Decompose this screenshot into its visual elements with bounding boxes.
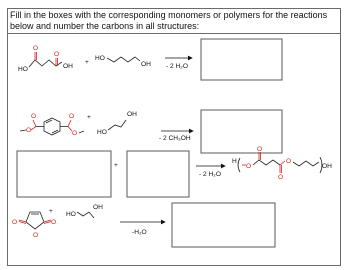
answer-box-product[interactable] xyxy=(201,39,282,80)
answer-box-monomer-2[interactable] xyxy=(127,151,189,197)
o-label: O xyxy=(257,146,263,153)
oh-label: OH xyxy=(127,111,137,118)
plus-sign: + xyxy=(49,208,53,215)
o-label: O xyxy=(12,219,18,226)
plus-sign: + xyxy=(87,114,91,121)
ring-oxygen-label: O xyxy=(33,232,39,239)
oh-end-label: OH xyxy=(322,163,332,170)
o-label: O xyxy=(26,127,32,134)
reaction-condition: - 2 H₂O xyxy=(166,63,188,70)
ethylene-glycol-structure xyxy=(97,111,137,136)
diacid-structure xyxy=(18,45,73,73)
o-label: O xyxy=(51,219,57,226)
plus-sign: + xyxy=(85,59,89,66)
oh-label: OH xyxy=(93,204,103,211)
ho-label: HO xyxy=(18,66,28,73)
answer-box-product[interactable] xyxy=(172,203,275,247)
instructions-text: Fill in the boxes with the corresponding monomers or polymers for the reactions below and number the carbons in all structures: xyxy=(10,10,328,31)
o-label: O xyxy=(246,163,252,170)
o-label: O xyxy=(278,174,284,181)
oh-label: OH xyxy=(63,63,73,70)
maleic-anhydride-structure xyxy=(12,212,56,239)
reaction-2 xyxy=(20,110,282,153)
answer-box-product[interactable] xyxy=(201,110,282,153)
reaction-4 xyxy=(12,203,275,247)
o-label: O xyxy=(286,158,292,165)
reaction-condition: -H₂O xyxy=(132,229,147,236)
h-end-label: H xyxy=(232,158,237,165)
ho-label: HO xyxy=(95,55,105,62)
o-label: O xyxy=(69,113,75,120)
answer-box-monomer-1[interactable] xyxy=(17,151,111,197)
ho-label: HO xyxy=(97,129,107,136)
o-label: O xyxy=(72,130,78,137)
ethylene-glycol-structure xyxy=(66,204,103,218)
reaction-1 xyxy=(18,39,282,80)
o-label: O xyxy=(54,51,60,58)
reaction-3 xyxy=(17,146,332,197)
plus-sign: + xyxy=(114,162,118,169)
diol-structure xyxy=(95,55,151,68)
o-label: O xyxy=(33,45,39,52)
o-label: O xyxy=(31,113,37,120)
reaction-condition: - 2 CH₃OH xyxy=(159,135,191,142)
oh-label: OH xyxy=(141,61,151,68)
ho-label: HO xyxy=(66,211,76,218)
dimethyl-terephthalate-structure xyxy=(20,113,84,137)
reaction-condition: - 2 H₂O xyxy=(199,171,221,178)
